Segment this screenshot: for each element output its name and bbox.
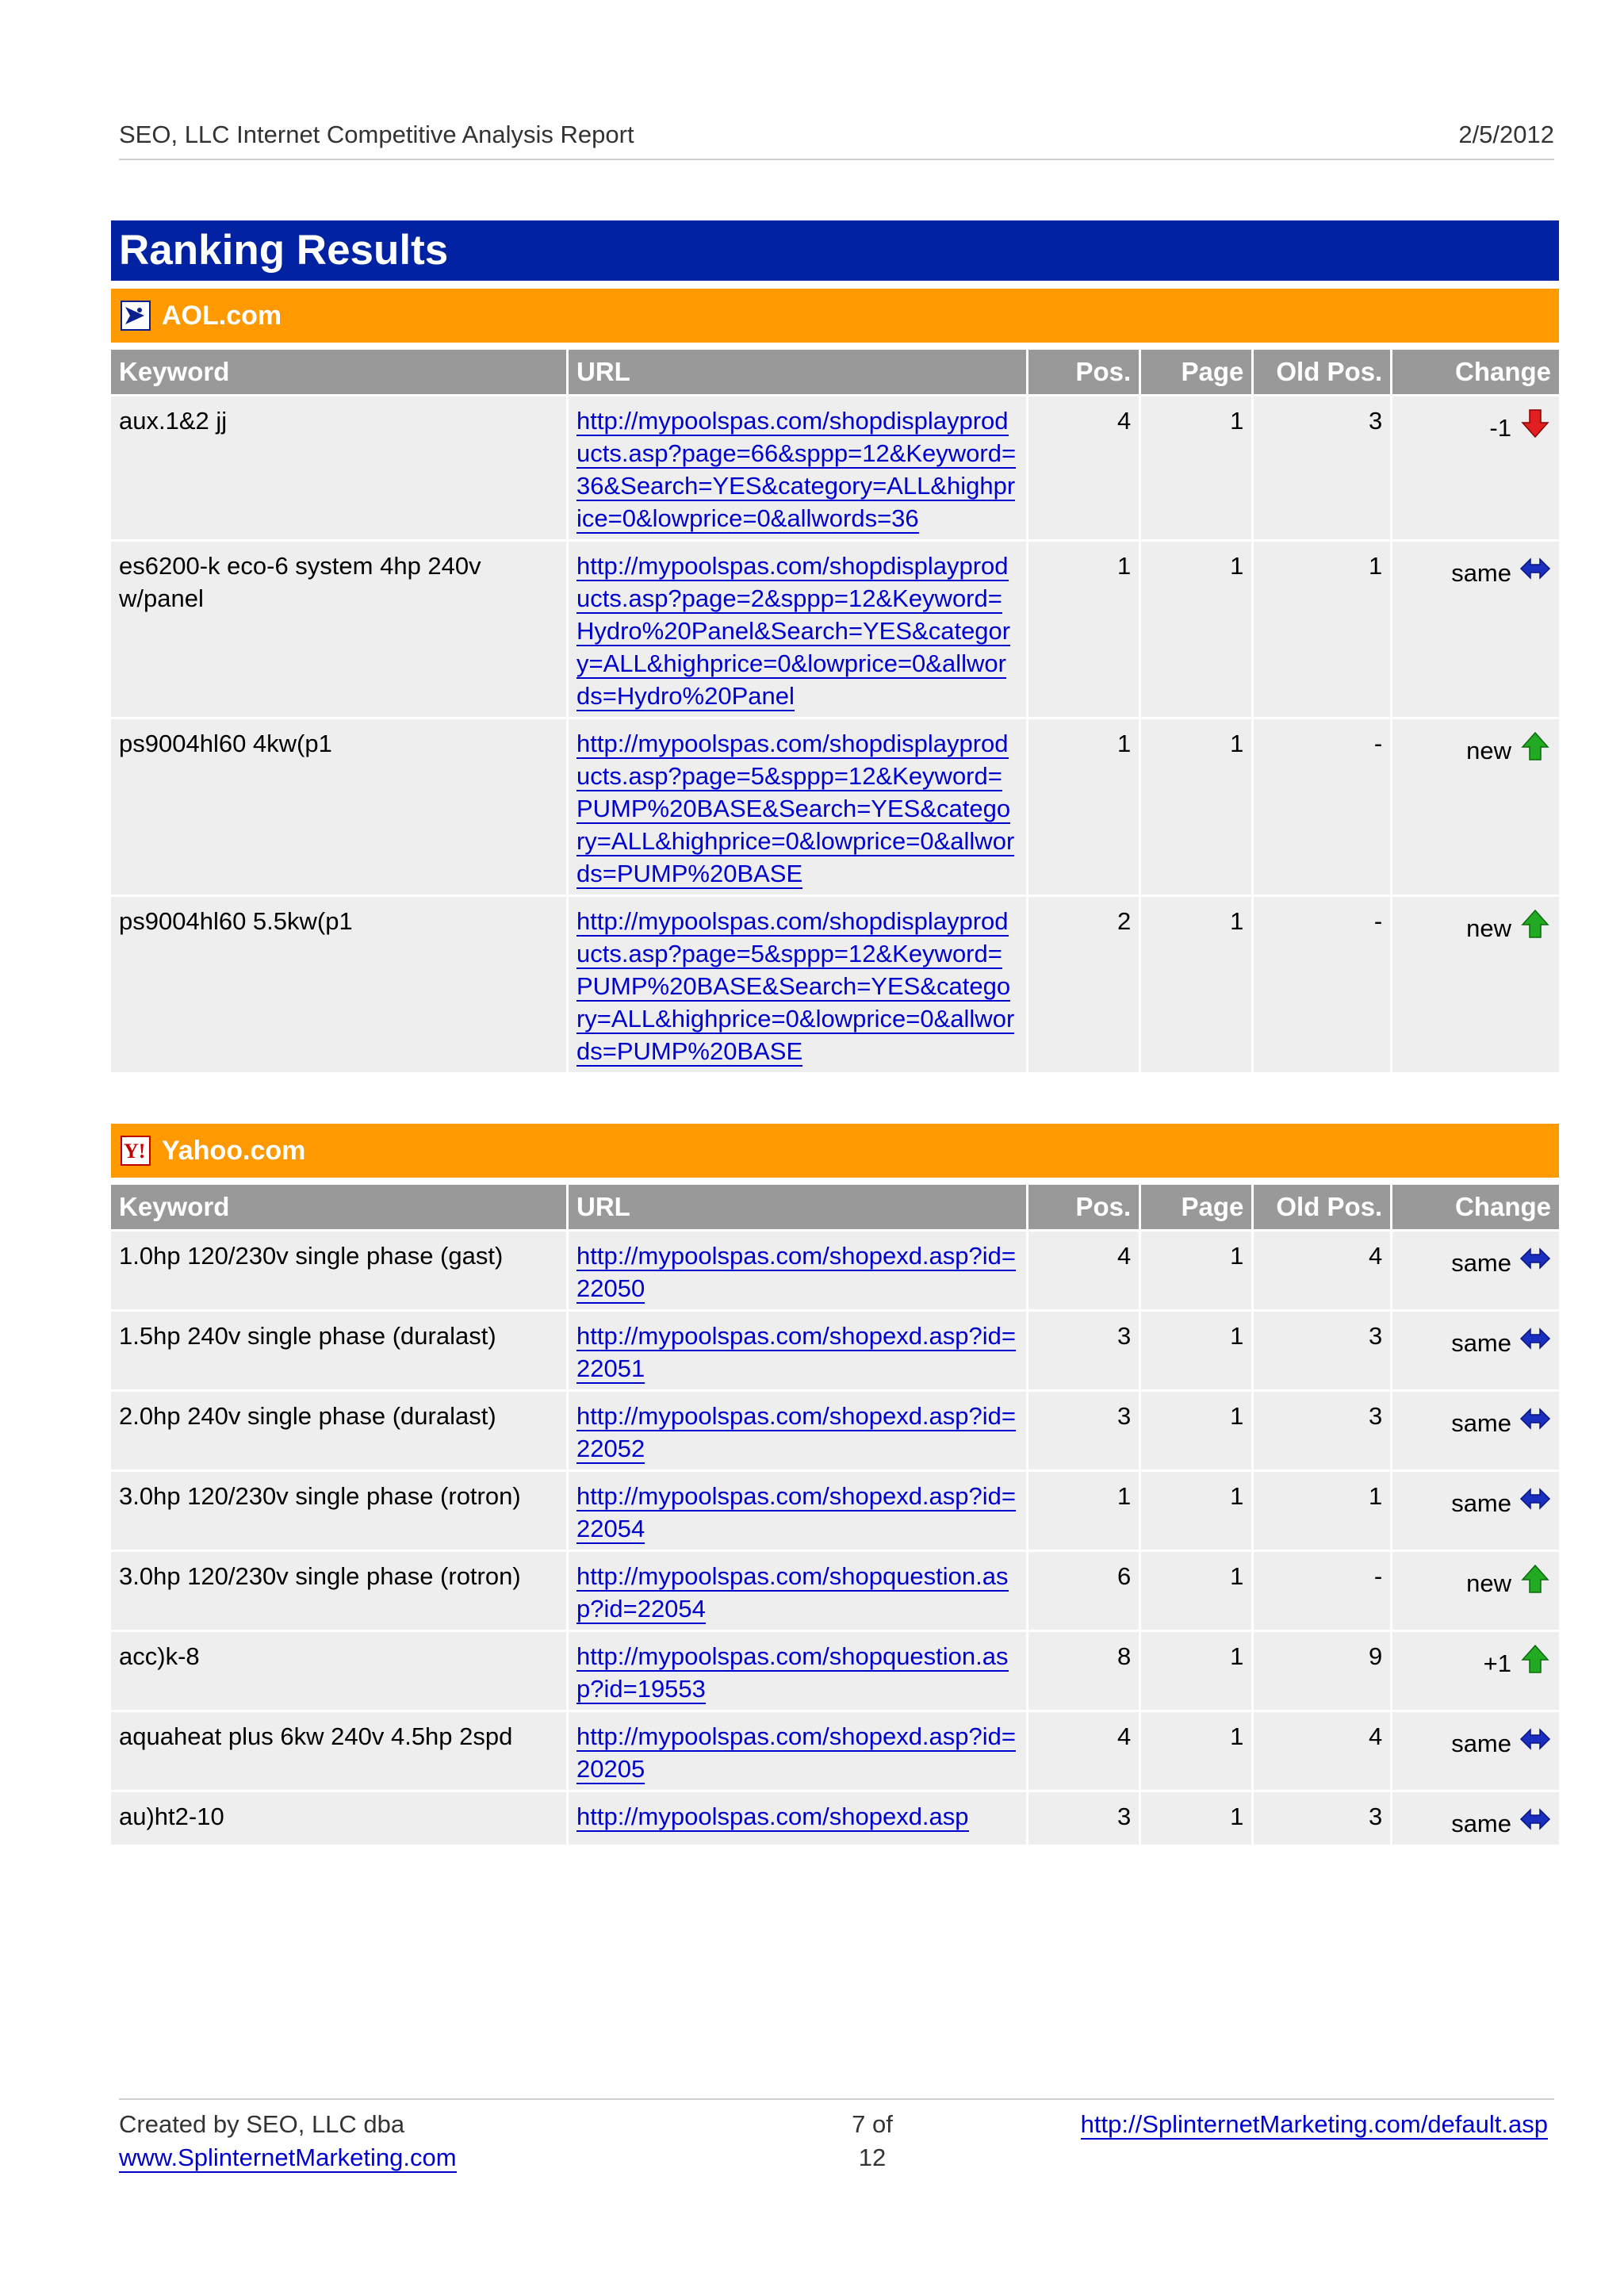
pos-cell: 1 bbox=[1028, 542, 1139, 717]
url-cell bbox=[569, 1712, 1026, 1790]
arrow-left-right-icon bbox=[1519, 1323, 1551, 1354]
arrow-up-icon bbox=[1519, 908, 1551, 940]
arrow-left-right-icon bbox=[1519, 1723, 1551, 1755]
change-value: new bbox=[1466, 914, 1511, 942]
col-page: Page bbox=[1141, 350, 1251, 394]
keyword-cell: au)ht2-10 bbox=[111, 1792, 566, 1845]
table-row bbox=[111, 1632, 1559, 1710]
url-cell bbox=[569, 719, 1026, 895]
url-link[interactable]: http://mypoolspas.com/shopexd.asp?id=22050 bbox=[576, 1242, 1017, 1302]
page-cell: 1 bbox=[1141, 1472, 1251, 1550]
keyword-cell: 1.5hp 240v single phase (duralast) bbox=[111, 1312, 566, 1389]
url-cell bbox=[569, 1312, 1026, 1389]
yahoo-logo-icon bbox=[121, 1136, 151, 1166]
url-link[interactable]: http://mypoolspas.com/shopexd.asp bbox=[576, 1803, 969, 1830]
page-cell: 1 bbox=[1141, 1312, 1251, 1389]
change-value: same bbox=[1451, 1409, 1511, 1437]
change-cell bbox=[1392, 1232, 1559, 1309]
url-link[interactable]: http://mypoolspas.com/shopdisplayproducts.asp?page=66&sppp=12&Keyword=36&Search=YES&category=ALL&highprice=0&lowprice=0&allwords=36 bbox=[576, 407, 1017, 532]
url-link[interactable]: http://mypoolspas.com/shopexd.asp?id=22054 bbox=[576, 1482, 1017, 1542]
change-value: same bbox=[1451, 1730, 1511, 1757]
col-old-pos: Old Pos. bbox=[1254, 350, 1390, 394]
change-value: same bbox=[1451, 1329, 1511, 1357]
col-pos: Pos. bbox=[1028, 350, 1139, 394]
page-cell: 1 bbox=[1141, 1552, 1251, 1630]
section-yahoo-label: Yahoo.com bbox=[162, 1135, 306, 1166]
page-cell: 1 bbox=[1141, 897, 1251, 1072]
url-cell bbox=[569, 1392, 1026, 1469]
footer-credit bbox=[119, 2108, 457, 2174]
report-date: 2/5/2012 bbox=[1458, 121, 1554, 148]
arrow-left-right-icon bbox=[1519, 1403, 1551, 1435]
col-pos: Pos. bbox=[1028, 1185, 1139, 1229]
keyword-cell: 1.0hp 120/230v single phase (gast) bbox=[111, 1232, 566, 1309]
change-value: -1 bbox=[1489, 414, 1511, 442]
change-cell bbox=[1392, 1312, 1559, 1389]
arrow-left-right-icon bbox=[1519, 1483, 1551, 1515]
keyword-cell: aux.1&2 jj bbox=[111, 397, 566, 539]
change-cell bbox=[1392, 1472, 1559, 1550]
pos-cell: 8 bbox=[1028, 1632, 1139, 1710]
change-value: same bbox=[1451, 1489, 1511, 1517]
arrow-down-icon bbox=[1519, 408, 1551, 439]
keyword-cell: ps9004hl60 5.5kw(p1 bbox=[111, 897, 566, 1072]
pos-cell: 4 bbox=[1028, 1232, 1139, 1309]
footer-url bbox=[1081, 2108, 1548, 2141]
url-cell bbox=[569, 542, 1026, 717]
url-cell bbox=[569, 1792, 1026, 1845]
old-pos-cell: 1 bbox=[1254, 1472, 1390, 1550]
page-title: Ranking Results bbox=[111, 220, 1559, 281]
url-cell bbox=[569, 1552, 1026, 1630]
ranking-results bbox=[111, 220, 1559, 1847]
section-aol-label: AOL.com bbox=[162, 300, 282, 331]
page-cell: 1 bbox=[1141, 1712, 1251, 1790]
change-cell bbox=[1392, 1392, 1559, 1469]
yahoo-table bbox=[109, 1182, 1561, 1847]
pos-cell: 3 bbox=[1028, 1392, 1139, 1469]
yahoo-table-header bbox=[111, 1185, 1559, 1229]
table-row bbox=[111, 1232, 1559, 1309]
url-cell bbox=[569, 1472, 1026, 1550]
url-link[interactable]: http://mypoolspas.com/shopquestion.asp?id=19553 bbox=[576, 1642, 1009, 1703]
table-row bbox=[111, 1712, 1559, 1790]
old-pos-cell: 1 bbox=[1254, 542, 1390, 717]
old-pos-cell: 3 bbox=[1254, 1792, 1390, 1845]
url-cell bbox=[569, 397, 1026, 539]
col-keyword: Keyword bbox=[111, 1185, 566, 1229]
col-change: Change bbox=[1392, 1185, 1559, 1229]
url-link[interactable]: http://mypoolspas.com/shopexd.asp?id=22051 bbox=[576, 1322, 1017, 1382]
url-link[interactable]: http://mypoolspas.com/shopquestion.asp?id=22054 bbox=[576, 1562, 1009, 1623]
change-value: same bbox=[1451, 1249, 1511, 1277]
url-cell bbox=[569, 1632, 1026, 1710]
table-row bbox=[111, 897, 1559, 1072]
aol-table-body bbox=[111, 397, 1559, 1072]
change-value: same bbox=[1451, 1810, 1511, 1837]
keyword-cell: 2.0hp 240v single phase (duralast) bbox=[111, 1392, 566, 1469]
keyword-cell: ps9004hl60 4kw(p1 bbox=[111, 719, 566, 895]
keyword-cell: acc)k-8 bbox=[111, 1632, 566, 1710]
keyword-cell: es6200-k eco-6 system 4hp 240v w/panel bbox=[111, 542, 566, 717]
col-change: Change bbox=[1392, 350, 1559, 394]
page-cell: 1 bbox=[1141, 1632, 1251, 1710]
section-aol bbox=[111, 289, 1559, 343]
pos-cell: 1 bbox=[1028, 1472, 1139, 1550]
pos-cell: 4 bbox=[1028, 1712, 1139, 1790]
url-cell bbox=[569, 1232, 1026, 1309]
col-keyword: Keyword bbox=[111, 350, 566, 394]
old-pos-cell: 4 bbox=[1254, 1712, 1390, 1790]
svg-text:Y!: Y! bbox=[124, 1140, 146, 1163]
old-pos-cell: 4 bbox=[1254, 1232, 1390, 1309]
old-pos-cell: 3 bbox=[1254, 1392, 1390, 1469]
old-pos-cell: - bbox=[1254, 719, 1390, 895]
section-yahoo bbox=[111, 1124, 1559, 1178]
change-cell bbox=[1392, 397, 1559, 539]
pos-cell: 3 bbox=[1028, 1792, 1139, 1845]
change-value: same bbox=[1451, 559, 1511, 587]
pos-cell: 2 bbox=[1028, 897, 1139, 1072]
table-row bbox=[111, 1792, 1559, 1845]
pos-cell: 4 bbox=[1028, 397, 1139, 539]
aol-table-header bbox=[111, 350, 1559, 394]
arrow-left-right-icon bbox=[1519, 1243, 1551, 1274]
arrow-left-right-icon bbox=[1519, 553, 1551, 584]
page-header bbox=[119, 117, 1554, 160]
change-cell bbox=[1392, 1712, 1559, 1790]
report-title: SEO, LLC Internet Competitive Analysis Report bbox=[119, 121, 634, 148]
footer-created-by: Created by SEO, LLC dba bbox=[119, 2110, 405, 2138]
arrow-left-right-icon bbox=[1519, 1803, 1551, 1835]
change-cell bbox=[1392, 1792, 1559, 1845]
change-cell bbox=[1392, 1552, 1559, 1630]
yahoo-table-body bbox=[111, 1232, 1559, 1845]
old-pos-cell: 3 bbox=[1254, 397, 1390, 539]
change-value: new bbox=[1466, 1569, 1511, 1597]
keyword-cell: 3.0hp 120/230v single phase (rotron) bbox=[111, 1472, 566, 1550]
page-cell: 1 bbox=[1141, 542, 1251, 717]
url-cell bbox=[569, 897, 1026, 1072]
col-url: URL bbox=[569, 350, 1026, 394]
col-old-pos: Old Pos. bbox=[1254, 1185, 1390, 1229]
old-pos-cell: 3 bbox=[1254, 1312, 1390, 1389]
page-cell: 1 bbox=[1141, 1392, 1251, 1469]
keyword-cell: 3.0hp 120/230v single phase (rotron) bbox=[111, 1552, 566, 1630]
footer-page-of: 7 of bbox=[852, 2110, 893, 2138]
old-pos-cell: - bbox=[1254, 1552, 1390, 1630]
table-row bbox=[111, 542, 1559, 717]
change-cell bbox=[1392, 897, 1559, 1072]
table-row bbox=[111, 397, 1559, 539]
col-page: Page bbox=[1141, 1185, 1251, 1229]
change-cell bbox=[1392, 719, 1559, 895]
col-url: URL bbox=[569, 1185, 1026, 1229]
page-cell: 1 bbox=[1141, 1792, 1251, 1845]
footer-page-total: 12 bbox=[858, 2144, 887, 2171]
url-link[interactable]: http://mypoolspas.com/shopexd.asp?id=20205 bbox=[576, 1722, 1017, 1783]
pos-cell: 6 bbox=[1028, 1552, 1139, 1630]
url-link[interactable]: http://mypoolspas.com/shopdisplayproducts.asp?page=2&sppp=12&Keyword=Hydro%20Panel&Search=YES&category=ALL&highprice=0&lowprice=0&allwords=Hydro%20Panel bbox=[576, 552, 1011, 710]
url-link[interactable]: http://mypoolspas.com/shopdisplayproducts.asp?page=5&sppp=12&Keyword=PUMP%20BASE&Search=YES&category=ALL&highprice=0&lowprice=0&allwords=PUMP%20BASE bbox=[576, 907, 1015, 1065]
page-footer bbox=[119, 2098, 1554, 2171]
arrow-up-icon bbox=[1519, 730, 1551, 762]
page-cell: 1 bbox=[1141, 397, 1251, 539]
change-cell bbox=[1392, 542, 1559, 717]
footer-site-link[interactable]: www.SplinternetMarketing.com bbox=[119, 2144, 457, 2171]
url-link[interactable]: http://mypoolspas.com/shopexd.asp?id=22052 bbox=[576, 1402, 1017, 1462]
footer-page-number bbox=[809, 2108, 936, 2174]
table-row bbox=[111, 1472, 1559, 1550]
old-pos-cell: - bbox=[1254, 897, 1390, 1072]
footer-url-link[interactable]: http://SplinternetMarketing.com/default.asp bbox=[1080, 2110, 1548, 2138]
arrow-up-icon bbox=[1519, 1563, 1551, 1595]
change-cell bbox=[1392, 1632, 1559, 1710]
change-value: new bbox=[1466, 737, 1511, 764]
page-cell: 1 bbox=[1141, 719, 1251, 895]
aol-table bbox=[109, 347, 1561, 1075]
pos-cell: 1 bbox=[1028, 719, 1139, 895]
old-pos-cell: 9 bbox=[1254, 1632, 1390, 1710]
table-row bbox=[111, 1552, 1559, 1630]
table-row bbox=[111, 719, 1559, 895]
arrow-up-icon bbox=[1519, 1643, 1551, 1675]
pos-cell: 3 bbox=[1028, 1312, 1139, 1389]
url-link[interactable]: http://mypoolspas.com/shopdisplayproducts.asp?page=5&sppp=12&Keyword=PUMP%20BASE&Search=YES&category=ALL&highprice=0&lowprice=0&allwords=PUMP%20BASE bbox=[576, 730, 1015, 887]
keyword-cell: aquaheat plus 6kw 240v 4.5hp 2spd bbox=[111, 1712, 566, 1790]
table-row bbox=[111, 1392, 1559, 1469]
change-value: +1 bbox=[1483, 1649, 1511, 1677]
page-cell: 1 bbox=[1141, 1232, 1251, 1309]
aol-logo-icon bbox=[121, 301, 151, 331]
table-row bbox=[111, 1312, 1559, 1389]
